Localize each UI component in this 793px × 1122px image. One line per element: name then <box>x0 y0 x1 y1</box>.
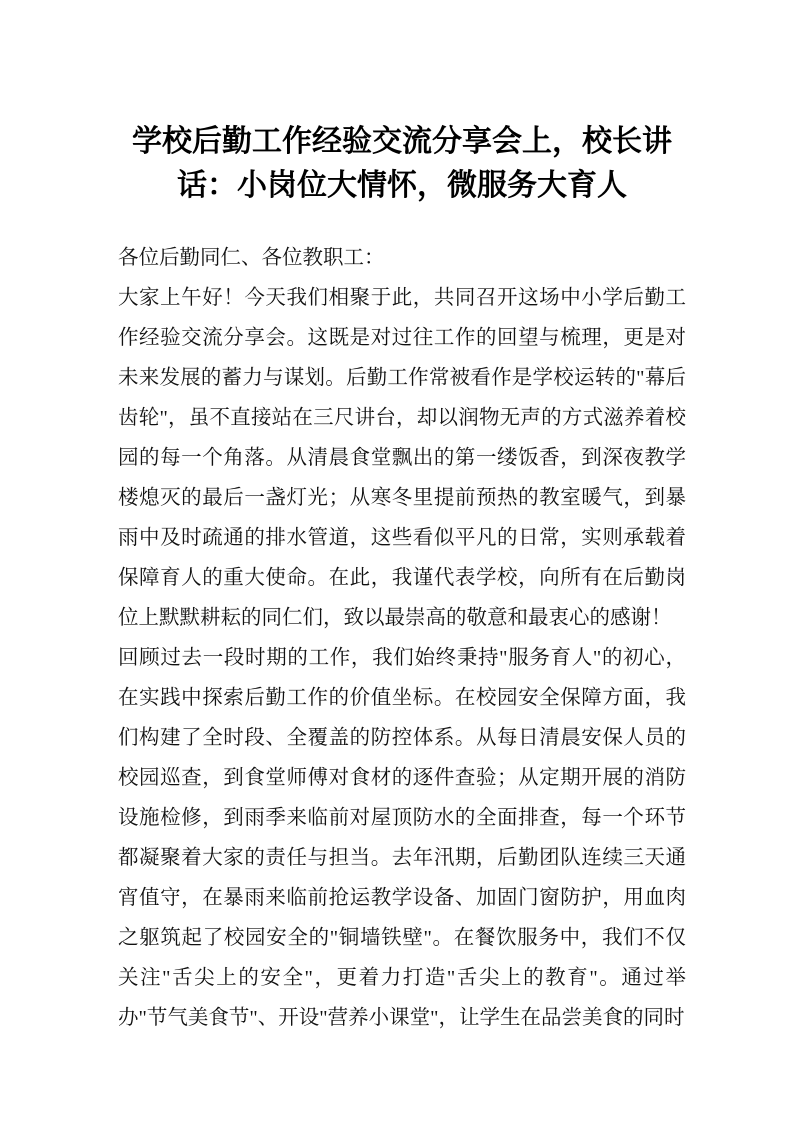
salutation: 各位后勤同仁、各位教职工： <box>118 247 385 269</box>
page-title: 学校后勤工作经验交流分享会上，校长讲话：小岗位大情怀，微服务大育人 <box>132 125 672 202</box>
paragraph: 大家上午好！今天我们相聚于此，共同召开这场中小学后勤工作经验交流分享会。这既是对过往工作的回望与梳理，更是对未来发展的蓄力与谋划。后勤工作常被看作是学校运转的"幕后齿轮"，虽不直接站在三尺讲台，却以润物无声的方式滋养着校园的每一个角落。从清晨食堂飘出的第一缕饭香，到深夜教学楼熄灭的最后一盏灯光；从寒冬里提前预热的教室暖气，到暴雨中及时疏通的排水管道，这些看似平凡的日常，实则承载着保障育人的重大使命。在此，我谨代表学校，向所有在后勤岗位上默默耕耘的同仁们，致以最崇高的敬意和最衷心的感谢！ <box>118 287 686 629</box>
paragraph: 回顾过去一段时期的工作，我们始终秉持"服务育人"的初心，在实践中探索后勤工作的价值坐标。在校园安全保障方面，我们构建了全时段、全覆盖的防控体系。从每日清晨安保人员的校园巡查，到食堂师傅对食材的逐件查验；从定期开展的消防设施检修，到雨季来临前对屋顶防水的全面排查，每一个环节都凝聚着大家的责任与担当。去年汛期，后勤团队连续三天通宵值守，在暴雨来临前抢运教学设备、加固门窗防护，用血肉之躯筑起了校园安全的"铜墙铁壁"。在餐饮服务中，我们不仅关注"舌尖上的安全"，更着力打造"舌尖上的教育"。通过举办"节气美食节"、开设"营养小课堂"，让学生在品尝美食的同时 <box>118 647 686 1029</box>
document-body <box>118 238 686 1038</box>
